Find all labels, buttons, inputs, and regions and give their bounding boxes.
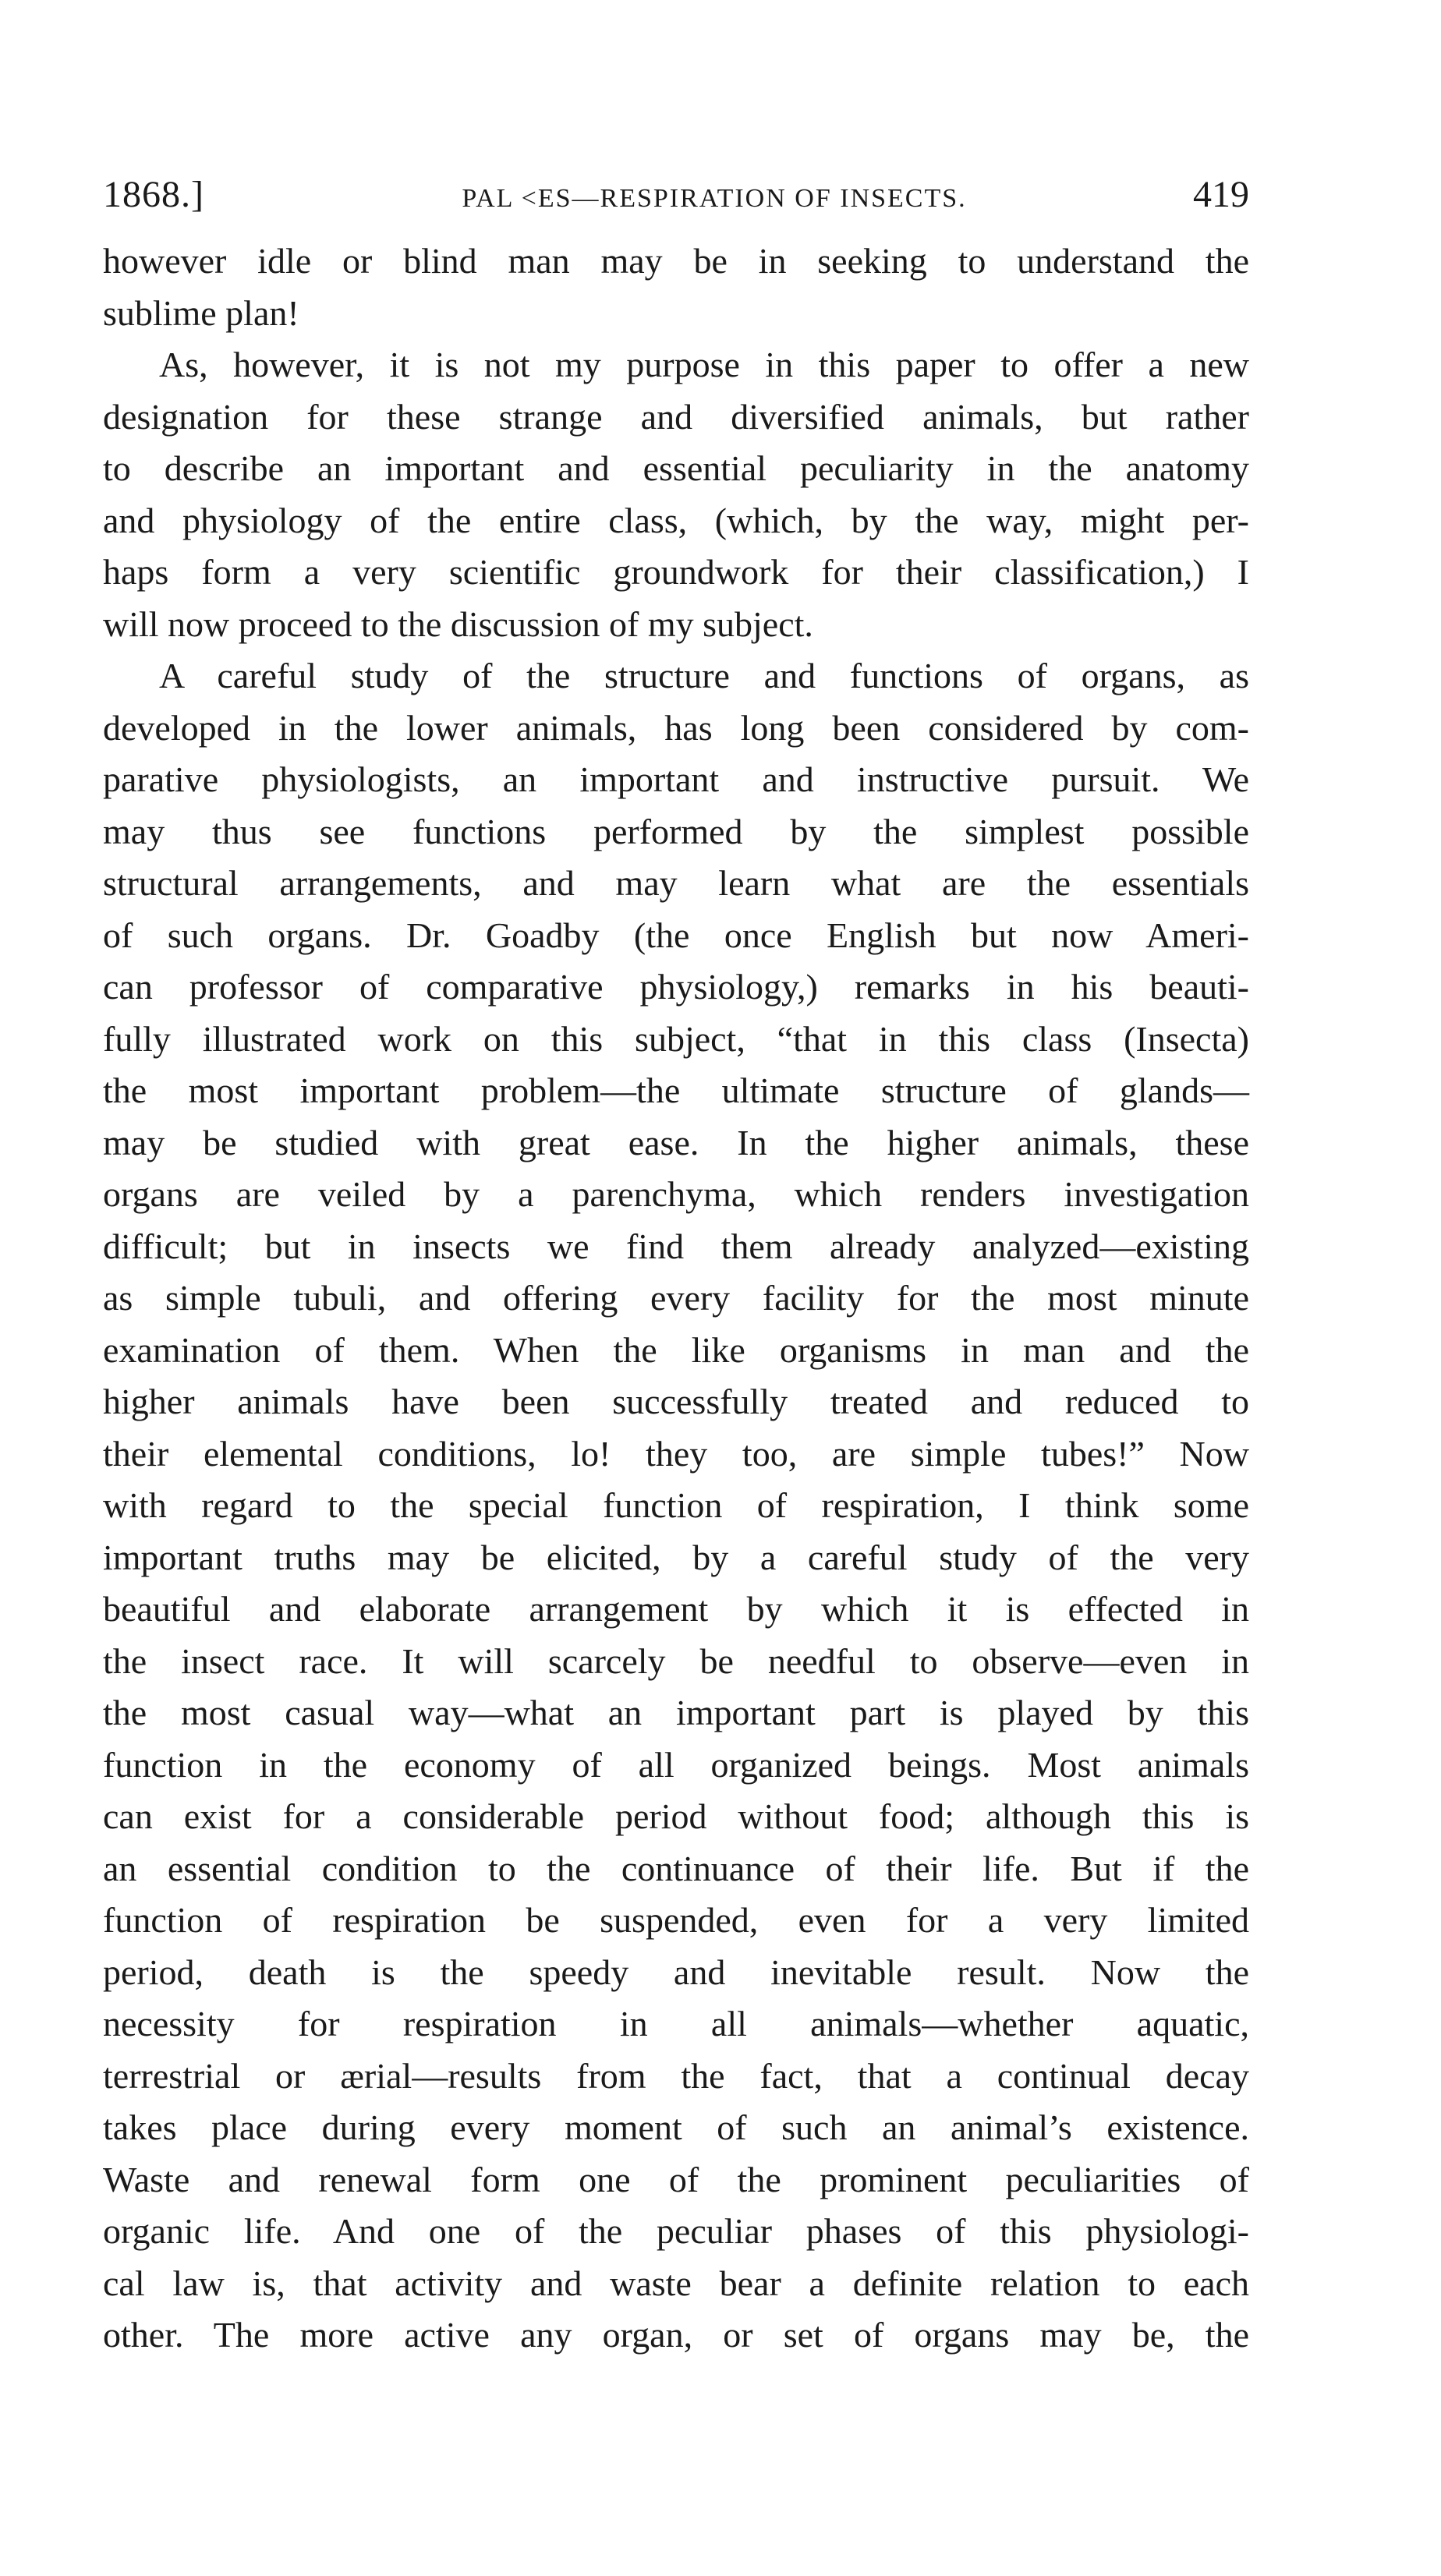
text-line: and physiology of the entire class, (which, by the way, might per- [103,500,1249,540]
header-title: PAL <ES—RESPIRATION OF INSECTS. [462,184,967,213]
text-line: an essential condition to the continuance of their life. But if the [103,1848,1249,1888]
text-line: the most important problem—the ultimate structure of glands— [103,1070,1249,1110]
text-line: sublime plan! [103,292,299,333]
text-line: other. The more active any organ, or set of organs may be, the [103,2315,1249,2355]
text-line: beautiful and elaborate arrangement by which it is effected in [103,1589,1249,1629]
text-line: developed in the lower animals, has long been considered by com- [103,707,1249,748]
text-line: terrestrial or ærial—results from the fact, that a continual decay [103,2055,1249,2096]
header-year: 1868.] [103,174,204,215]
page-number: 419 [1193,174,1249,215]
text-line: the most casual way—what an important part is played by this [103,1693,1249,1732]
text-line: may be studied with great ease. In the higher animals, these [103,1122,1249,1162]
book-page [103,170,1249,2362]
text-line: examination of them. When the like organisms in man and the [103,1329,1249,1370]
text-line: fully illustrated work on this subject, “that in this class (Insecta) [103,1018,1249,1059]
text-line: cal law is, that activity and waste bear a definite relation to each [103,2263,1249,2303]
text-line: necessity for respiration in all animals—whether aquatic, [103,2004,1249,2043]
body-text [103,235,1249,2362]
text-line: of such organs. Dr. Goadby (the once English but now Ameri- [103,915,1249,955]
text-line: to describe an important and essential peculiarity in the anatomy [103,448,1249,488]
text-line: A careful study of the structure and functions of organs, as [159,656,1249,695]
text-line: with regard to the special function of respiration, I think some [103,1485,1249,1525]
running-head [103,170,1249,220]
text-line: higher animals have been successfully treated and reduced to [103,1382,1249,1421]
text-line: function of respiration be suspended, even for a very limited [103,1900,1249,1940]
text-line: Waste and renewal form one of the prominent peculiarities of [103,2159,1249,2199]
text-line: however idle or blind man may be in seeking to understand the [103,241,1249,281]
text-line: function in the economy of all organized beings. Most animals [103,1744,1249,1785]
text-line: will now proceed to the discussion of my subject. [103,603,813,644]
text-line: takes place during every moment of such an animal’s existence. [103,2107,1249,2147]
text-line: as simple tubuli, and offering every facility for the most minute [103,1278,1249,1318]
text-line: can professor of comparative physiology,) remarks in his beauti- [103,967,1249,1007]
text-line: parative physiologists, an important and instructive pursuit. We [103,759,1249,799]
text-line: important truths may be elicited, by a careful study of the very [103,1537,1249,1577]
text-line: organic life. And one of the peculiar phases of this physiologi- [103,2211,1249,2251]
text-line: designation for these strange and diversified animals, but rather [103,396,1249,437]
text-line: As, however, it is not my purpose in this paper to offer a new [159,345,1249,384]
text-line: can exist for a considerable period without food; although this is [103,1796,1249,1836]
text-line: organs are veiled by a parenchyma, which renders investigation [103,1174,1249,1214]
text-line: may thus see functions performed by the simplest possible [103,811,1249,851]
text-line: the insect race. It will scarcely be needful to observe—even in [103,1640,1249,1681]
text-line: their elemental conditions, lo! they too, are simple tubes!” Now [103,1433,1249,1474]
text-line: difficult; but in insects we find them already analyzed—existing [103,1226,1249,1266]
text-line: haps form a very scientific groundwork for their classification,) I [103,552,1249,592]
text-line: period, death is the speedy and inevitable result. Now the [103,1951,1249,1992]
text-line: structural arrangements, and may learn what are the essentials [103,863,1249,903]
